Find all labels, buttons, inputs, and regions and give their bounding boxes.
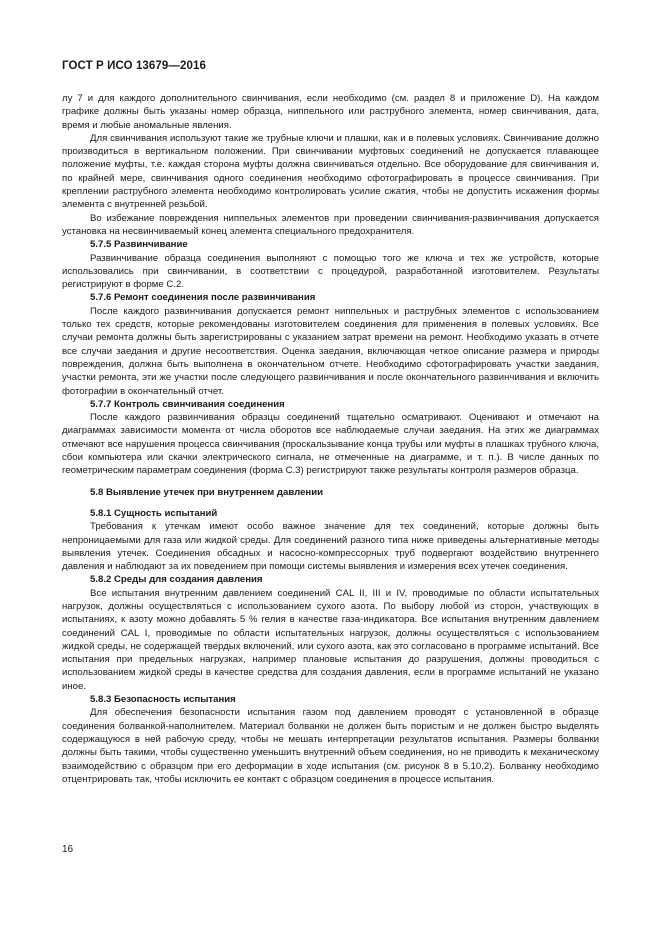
document-body	[62, 92, 599, 786]
spacer	[62, 499, 599, 507]
paragraph: Развинчивание образца соединения выполняют с помощью того же ключа и тех же устройств, которые использовались при свинчивании, в соответствии с процедурой, разработанной изготовителем. Результаты регистрируют в форме С.2.	[62, 252, 599, 291]
paragraph: После каждого развинчивания допускается ремонт ниппельных и раструбных элементов с использованием только тех средств, которые рекомендованы изготовителем соединения для применения в полевых условиях. Все случаи ремонта должны быть зарегистрированы с указанием затрат времени на ремонт. Необходимо указать в отчете все случаи заедания и другие несоответствия. Оценка заедания, включающая четкое описание размера и природы повреждения, должна быть выполнена в окончательном отчете. Необходимо сфотографировать участки заедания, участки ремонта, эти же участки после следующего развинчивания и после окончательного развинчивания и включить фотографии в окончательный отчет.	[62, 305, 599, 397]
paragraph: После каждого развинчивания образцы соединений тщательно осматривают. Оценивают и отмечают на диаграммах зависимости момента от числа оборотов все наблюдаемые случаи заедания. На этих же диаграммах отмечают все нарушения процесса свинчивания (проскальзывание конца трубы или муфты в плашках трубного ключа, сбои компьютера или скачки электрического сигнала, не отмеченные на диаграмме, и т. п.). В числе данных по геометрическим параметрам соединения (форма С.3) регистрируют также результаты контроля размеров образца.	[62, 412, 599, 477]
paragraph: Для обеспечения безопасности испытания газом под давлением проводят с установленной в образце соединения болванкой-наполнителем. Материал болванки не должен быть пористым и не должен быстро выделять содержащуюся в ней рабочую среду, чтобы не мешать интерпретации результатов испытания. Размеры болванки должны быть такими, чтобы существенно уменьшить внутренний объем соединения, но не приводить к механическому взаимодействию с образцом при его деформации в ходе испытания (см. рисунок 8 в 5.10.2). Болванку необходимо отцентрировать так, чтобы исключить ее контакт с образцом соединения в процессе испытания.	[62, 707, 599, 785]
spacer	[62, 478, 599, 486]
paragraph: лу 7 и для каждого дополнительного свинчивания, если необходимо (см. раздел 8 и приложение D). На каждом графике должны быть указаны номер образца, ниппельного или раструбного элемента, номер свинчивания, дата, время и любые аномальные явления.	[62, 93, 599, 131]
document-header: ГОСТ Р ИСО 13679—2016	[62, 60, 207, 72]
paragraph: Требования к утечкам имеют особо важное значение для тех соединений, которые должны быть непроницаемыми для газа или жидкой среды. Для соединений разного типа ниже приведены альтернативные методы выявления утечек. Соединения обсадных и насосно-компрессорных труб подвергают воздействию внутреннего давления и наблюдают за их поведением при помощи системы выявления и измерения всех утечек соединения.	[62, 521, 599, 573]
page-number: 16	[62, 844, 74, 855]
paragraph: Все испытания внутренним давлением соединений CAL II, III и IV, проводимые по области испытательных нагрузок, должны осуществляться с использованием сухого азота. По выбору любой из сторон, участвующих в испытаниях, к азоту можно добавлять 5 % гелия в качестве газа-индикатора. Все испытания внутренним давлением соединений CAL I, проводимые по области испытательных нагрузок, должны осуществляться с использованием жидкой среды, не содержащей твердых включений, или сухого азота, как это согласовано в программе испытаний. Все испытания при предельных нагрузках, например плановые испытания до разрушения, должны проводиться с использованием жидкой среды в качестве средства для создания давления, если в программе испытаний не указано иное.	[62, 587, 599, 692]
section-heading-5-7-5: 5.7.5 Развинчивание	[90, 239, 188, 251]
section-heading-5-8-2: 5.8.2 Среды для создания давления	[90, 574, 263, 586]
section-heading-5-8-3: 5.8.3 Безопасность испытания	[90, 694, 236, 706]
section-heading-5-8-1: 5.8.1 Сущность испытаний	[90, 507, 218, 519]
paragraph: Во избежание повреждения ниппельных элементов при проведении свинчивания-развинчивания допускается установка на несвинчиваемый конец элемента специального предохранителя.	[62, 212, 599, 237]
section-heading-5-8: 5.8 Выявление утечек при внутреннем давлении	[90, 486, 324, 498]
paragraph: Для свинчивания используют такие же трубные ключи и плашки, как и в полевых условиях. Свинчивание должно производиться в вертикальном положении. При свинчивании муфтовых соединений не допускается плавающее положение муфты, т.е. каждая сторона муфты должна свинчиваться отдельно. Все оборудование для свинчивания и, по крайней мере, свинчивания одного соединения необходимо сфотографировать в процессе свинчивания. При креплении раструбного элемента необходимо контролировать усилие сжатия, чтобы не допустить искажения формы элемента с внутренней резьбой.	[62, 132, 599, 211]
section-heading-5-7-6: 5.7.6 Ремонт соединения после развинчивания	[90, 292, 316, 304]
section-heading-5-7-7: 5.7.7 Контроль свинчивания соединения	[90, 398, 285, 410]
